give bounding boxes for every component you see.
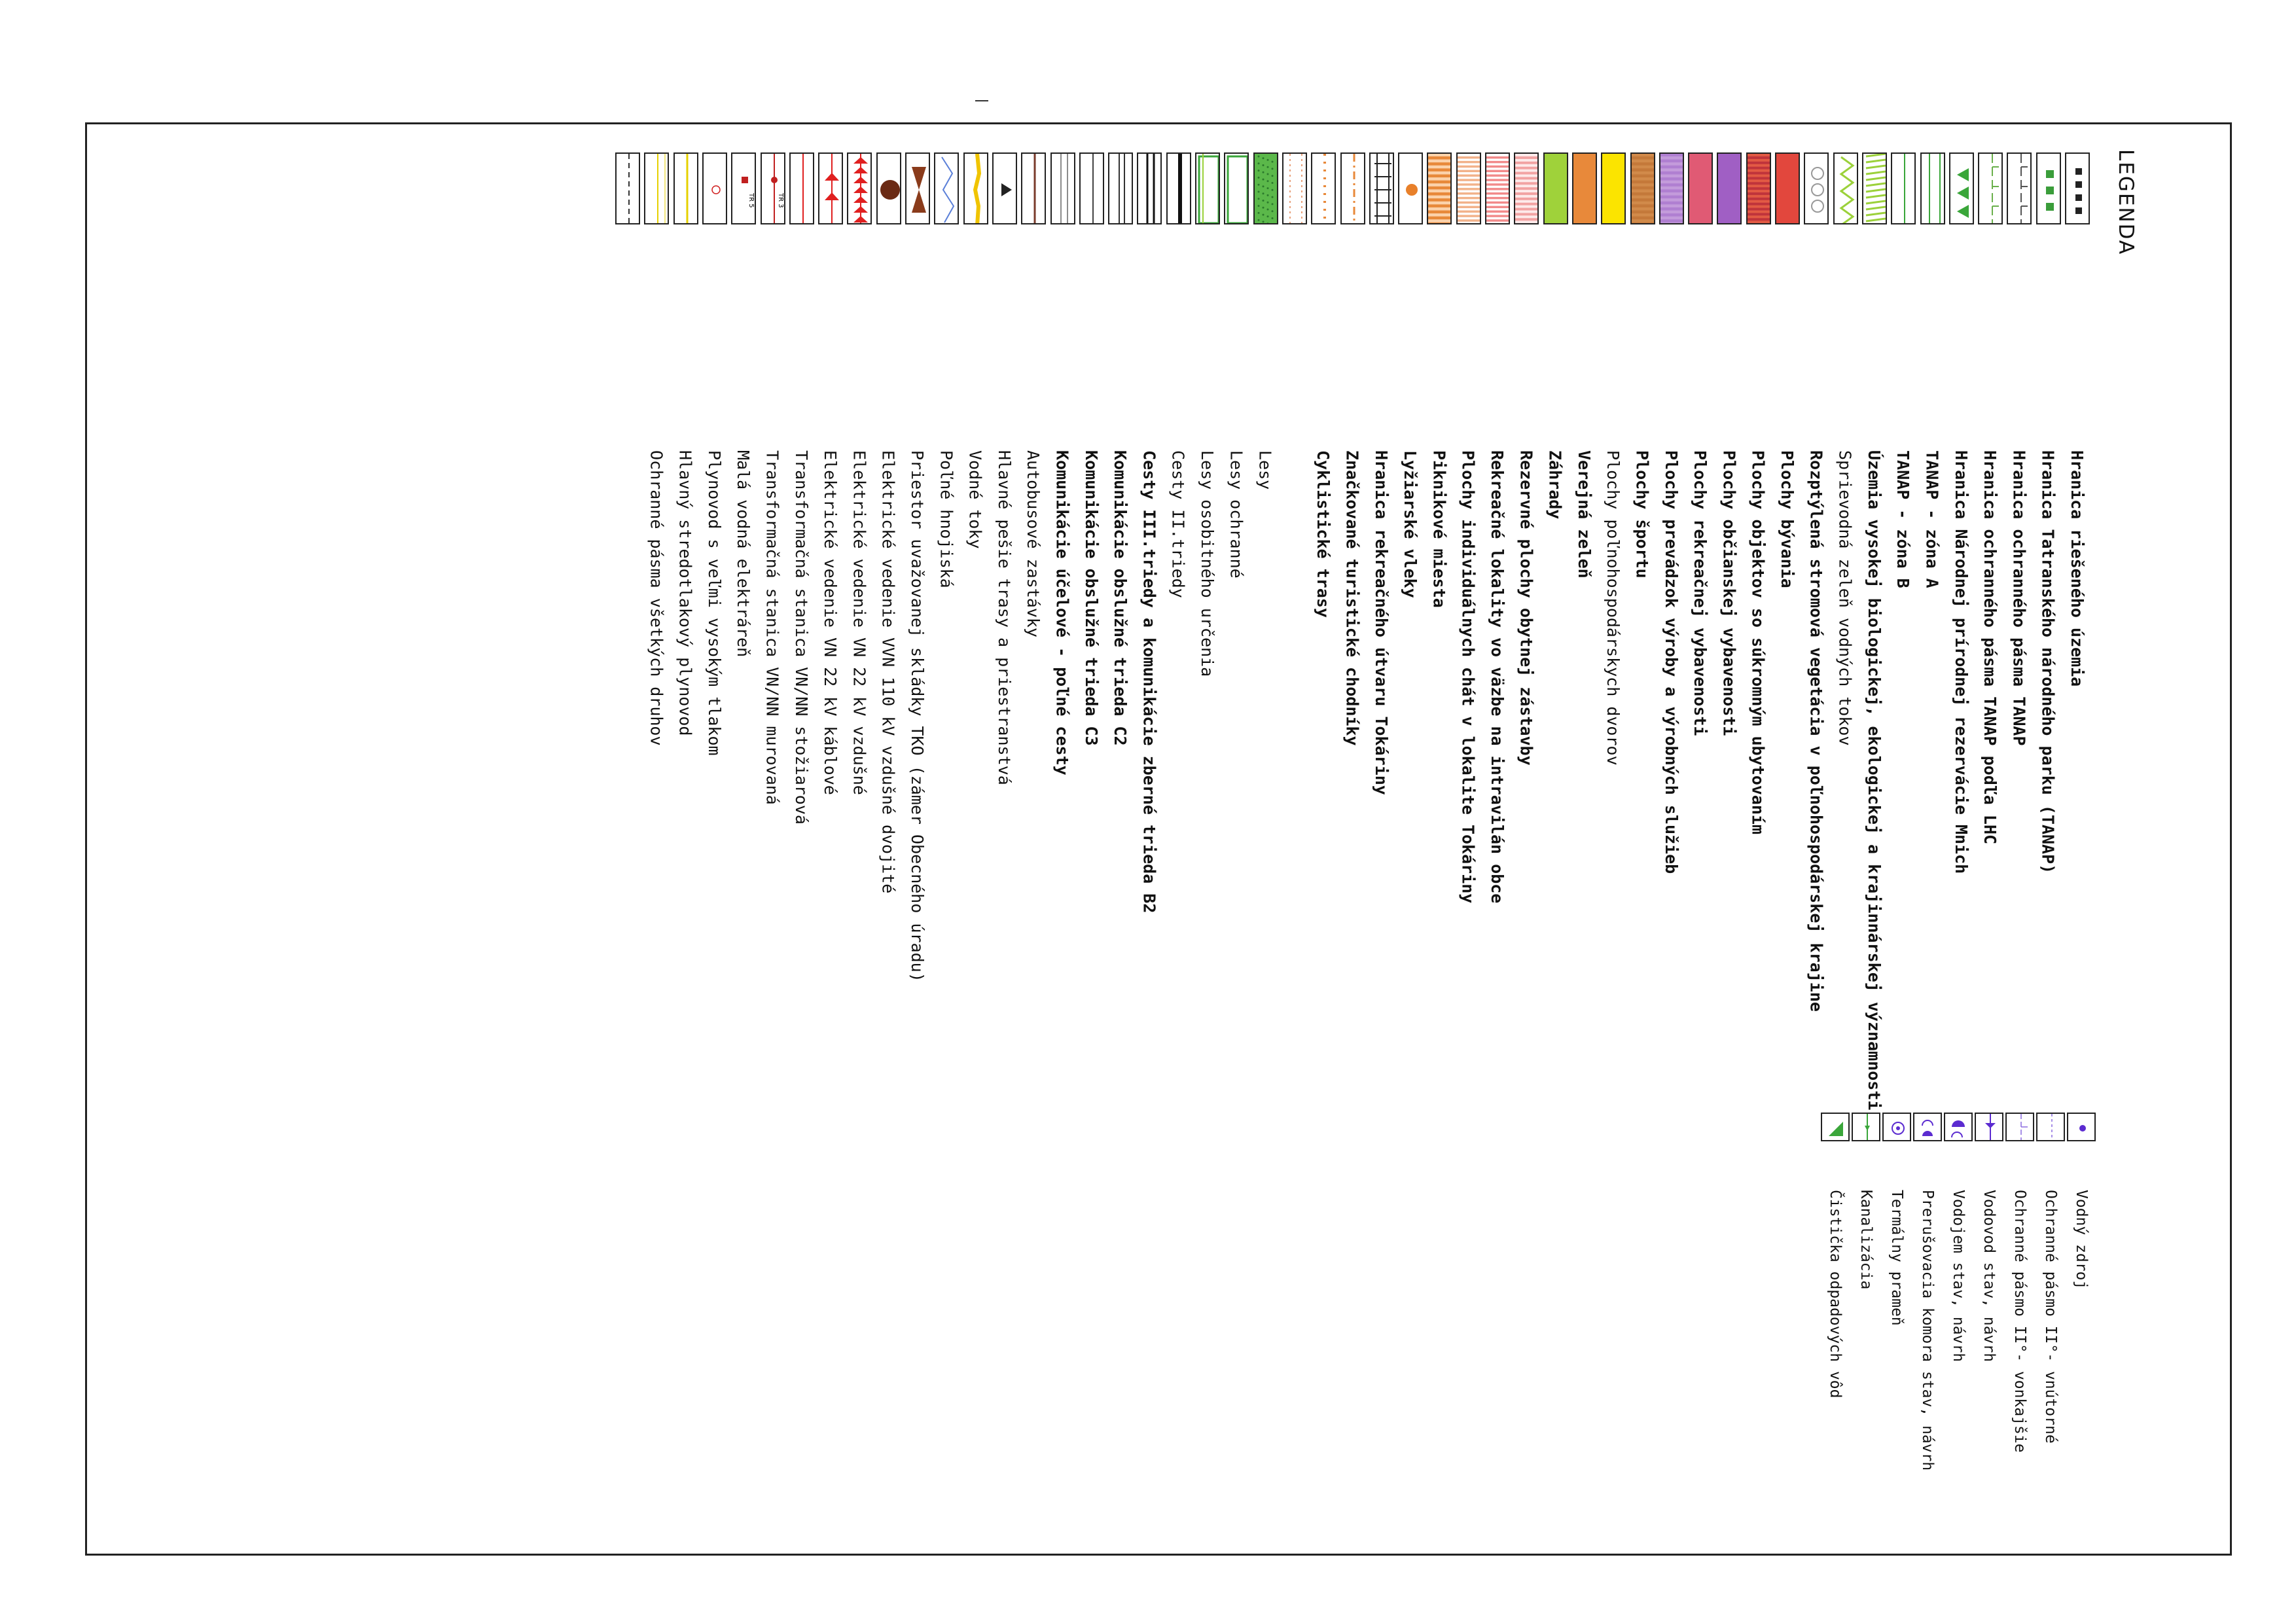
legend-swatch [1659, 152, 1684, 224]
water-legend-label: Termálny prameň [1888, 1190, 1905, 1326]
legend-swatch [1717, 152, 1742, 224]
legend-swatch [1224, 152, 1249, 224]
water-legend-swatch [1852, 1113, 1880, 1141]
legend-swatch [1775, 152, 1800, 224]
water-legend-label: Vodný zdroj [2073, 1190, 2090, 1290]
legend-label: Elektrické vedenie VN 22 kV káblové [821, 450, 840, 795]
legend-swatch [2036, 152, 2061, 224]
water-legend-swatch [1821, 1113, 1850, 1141]
legend-swatch [1050, 152, 1075, 224]
legend-label: Hranica Tatranského národného parku (TANAP) [2038, 450, 2058, 874]
legend-swatch [1514, 152, 1539, 224]
legend-label: Rezervné plochy obytnej zástavby [1516, 450, 1536, 766]
water-legend-swatch [2036, 1113, 2065, 1141]
legend-swatch [1804, 152, 1829, 224]
legend-label: Cyklistické trasy [1314, 450, 1333, 618]
water-legend-label: Vodovod stav, návrh [1981, 1190, 1998, 1363]
water-legend-swatch [1944, 1113, 1973, 1141]
legend-label: Plochy prevádzok výroby a výrobných služieb [1661, 450, 1681, 874]
svg-text:TR 5: TR 5 [747, 193, 755, 208]
water-legend-swatch [1882, 1113, 1911, 1141]
legend-label: Rekreačné lokality vo väzbe na intravilán obce [1488, 450, 1507, 904]
water-legend-label: Prerušovacia komora stav, návrh [1919, 1190, 1936, 1471]
legend-swatch [963, 152, 988, 224]
legend-swatch [702, 152, 727, 224]
legend-swatch [1369, 152, 1394, 224]
legend-label: Plochy rekreačnej vybavenosti [1691, 450, 1710, 736]
legend-label: Ochranné pásma všetkých druhov [647, 450, 666, 746]
legend-swatch [2065, 152, 2090, 224]
legend-swatch [1427, 152, 1452, 224]
legend-label: Autobusové zastávky [1024, 450, 1043, 637]
legend-label: Hranica rekreačného útvaru Tokáriny [1371, 450, 1391, 795]
legend-label: Priestor uvažovanej skládky TKO (zámer Obecného úradu) [908, 450, 927, 982]
legend-label: Plochy individuálnych chát v lokalite Tokáriny [1458, 450, 1478, 904]
legend-label: Záhrady [1545, 450, 1565, 520]
legend-swatch [1543, 152, 1568, 224]
legend-swatch [1166, 152, 1191, 224]
legend-swatch [1920, 152, 1945, 224]
legend-swatch [731, 152, 756, 224]
legend-label: Hranica ochranného pásma TANAP podľa LHC [1981, 450, 2000, 845]
water-legend-label: Čistička odpadových vôd [1827, 1190, 1844, 1399]
legend-swatch [1833, 152, 1858, 224]
legend-swatch [1282, 152, 1307, 224]
legend-label: Malá vodná elektráreň [734, 450, 753, 658]
legend-label: Sprievodná zeleň vodných tokov [1835, 450, 1855, 746]
legend-swatch [1978, 152, 2003, 224]
water-legend-label: Vodojem stav, návrh [1950, 1190, 1967, 1363]
legend-swatch [1079, 152, 1104, 224]
legend-label: Lesy [1255, 450, 1275, 490]
legend-swatch [1108, 152, 1133, 224]
legend-label: Hranica ochranného pásma TANAP [2009, 450, 2029, 746]
legend-label: Komunikácie obslužné trieda C3 [1081, 450, 1101, 746]
legend-label: Transformačná stanica VN/NN murovaná [762, 450, 782, 805]
water-legend-label: Ochranné pásmo II°- vnútorné [2042, 1190, 2059, 1444]
legend-swatch [673, 152, 698, 224]
legend-swatch [1746, 152, 1771, 224]
legend-label: Piknikové miesta [1429, 450, 1449, 608]
legend-label: Značkované turistické chodníky [1342, 450, 1362, 746]
legend-swatch [1949, 152, 1974, 224]
legend-swatch [1688, 152, 1713, 224]
legend-label: Verejná zeleň [1574, 450, 1594, 579]
legend-swatch [1137, 152, 1162, 224]
legend-swatch [2007, 152, 2032, 224]
legend-label: Cesty II.triedy [1168, 450, 1188, 598]
legend-swatch [644, 152, 669, 224]
legend-label: Elektrické vedenie VVN 110 kV vzdušné dvojité [878, 450, 898, 894]
legend-label: Komunikácie obslužné trieda C2 [1111, 450, 1130, 746]
water-legend-label: Ochranné pásmo II°- vonkajšie [2011, 1190, 2028, 1453]
legend-swatch [789, 152, 814, 224]
legend-swatch [1485, 152, 1510, 224]
legend-label: Hranica Národnej prírodnej rezervácie Mnich [1951, 450, 1971, 874]
legend-label: Cesty III.triedy a komunikácie zberné trieda B2 [1139, 450, 1159, 914]
legend-swatch [1862, 152, 1887, 224]
top-mark [975, 98, 988, 103]
legend-swatch [905, 152, 930, 224]
legend-label: Plochy bývania [1778, 450, 1797, 588]
legend-label: Plochy poľnohospodárskych dvorov [1604, 450, 1623, 766]
legend-label: Vodné toky [965, 450, 985, 549]
legend-swatch [1021, 152, 1046, 224]
legend-swatch [1398, 152, 1423, 224]
legend-label: TANAP - zóna A [1922, 450, 1942, 588]
water-legend-swatch [1913, 1113, 1942, 1141]
legend-label: Územia vysokej biologickej, ekologickej a krajinnárskej významnosti [1864, 450, 1884, 1111]
water-legend-swatch [2067, 1113, 2096, 1141]
legend-label: TANAP - zóna B [1893, 450, 1913, 588]
legend-swatch [1891, 152, 1916, 224]
water-legend-label: Kanalizácia [1857, 1190, 1874, 1290]
legend-title: LEGENDA [2114, 149, 2138, 256]
svg-text:TR 3: TR 3 [776, 193, 784, 208]
legend-label: Lyžiarské vleky [1401, 450, 1420, 598]
legend-label: Transformačná stanica VN/NN stožiarová [791, 450, 811, 825]
legend-label: Komunikácie účelové - poľné cesty [1052, 450, 1072, 776]
legend-swatch [761, 152, 785, 224]
legend-label: Rozptýlená stromová vegetácia v poľnohospodárskej krajine [1806, 450, 1826, 1012]
water-legend-swatch [2005, 1113, 2034, 1141]
legend-swatch [1195, 152, 1220, 224]
legend-label: Lesy osobitného určenia [1198, 450, 1217, 677]
legend-swatch [1630, 152, 1655, 224]
legend-label: Hranica riešeného územia [2068, 450, 2087, 687]
legend-swatch [1572, 152, 1597, 224]
legend-swatch [992, 152, 1017, 224]
legend-label: Elektrické vedenie VN 22 kV vzdušné [850, 450, 869, 795]
legend-swatch [1601, 152, 1626, 224]
legend-swatch [1253, 152, 1278, 224]
legend-label: Lesy ochranné [1227, 450, 1246, 579]
legend-swatch [1456, 152, 1481, 224]
legend-swatch [818, 152, 843, 224]
legend-label: Plochy športu [1632, 450, 1652, 579]
legend-swatch [934, 152, 959, 224]
legend-label: Hlavný stredotlakový plynovod [675, 450, 695, 736]
legend-label: Poľné hnojiská [937, 450, 956, 588]
legend-swatch [615, 152, 640, 224]
legend-label: Plochy objektov so súkromným ubytovaním [1748, 450, 1768, 834]
legend-label: Hlavné pešie trasy a priestranstvá [994, 450, 1014, 785]
legend-swatch [847, 152, 872, 224]
legend-label: Plynovod s veľmi vysokým tlakom [704, 450, 724, 756]
water-legend-swatch [1975, 1113, 2003, 1141]
legend-swatch [876, 152, 901, 224]
legend-swatch [1311, 152, 1336, 224]
legend-swatch [1340, 152, 1365, 224]
legend-label: Plochy občianskej vybavenosti [1719, 450, 1739, 736]
